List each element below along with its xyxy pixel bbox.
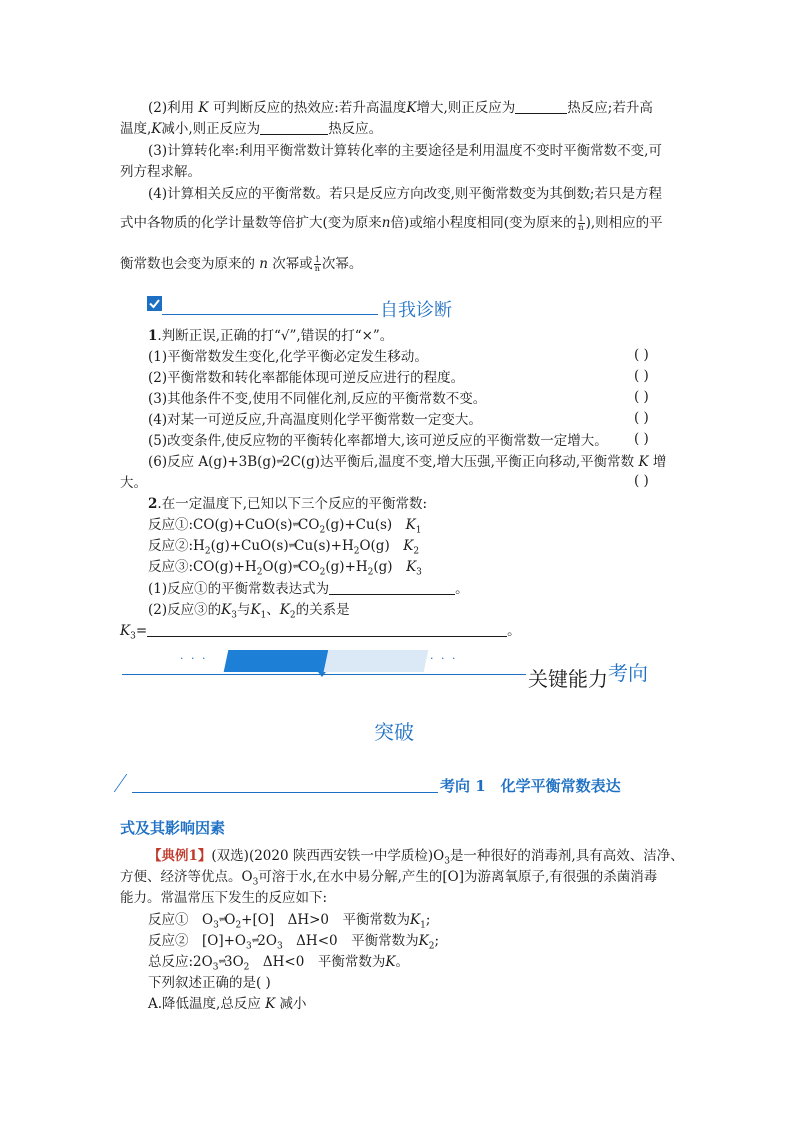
q1-item-4: (4)对某一可逆反应,升高温度则化学平衡常数一定变大。 [148,412,482,428]
section-title: 考向 1 化学平衡常数表达 [440,777,621,795]
equilibrium-arrow-icon: ⇌ [292,562,299,572]
equilibrium-arrow-icon: ⇌ [276,457,282,467]
reaction-2: 反应$②:H_2(g)+CuO(s)\rightleftharpoons Cu(s)+H_2O(g)$ $K_2$ [148,538,420,557]
q1-title: 1.判断正误,正确的打“√”,错误的打“×”。 [148,328,394,344]
reaction-3: 反应$③:CO(g)+H_2O(g)\rightleftharpoons CO_2(g)+H_2(g)$ $K_3$ [148,559,422,578]
para-3-line-2: 列方程求解。 [120,164,201,180]
option-a[interactable]: A.降低温度,总反应 K 减小 [148,996,307,1012]
example-1-line-3: 能力。常温常压下发生的反应如下: [120,890,328,906]
checkmark-icon [147,296,162,311]
q1-item-6: (6)反应 A(g)+3B(g)⇌2C(g)达平衡后,温度不变,增大压强,平衡正向移动,平衡常数 K 增 [148,454,667,470]
section-title-cont: 式及其影响因素 [120,819,226,837]
answer-paren-2[interactable]: ( ) [634,368,649,384]
q2-part-2-answer: $K_3=$ 。 [120,623,521,642]
example-reaction-1: 反应① $O_3\rightleftharpoons O_2+[O]$ ΔH>0 平衡常数为$K_1$; [148,912,431,931]
reaction-1: 反应$①:CO(g)+CuO(s)\rightleftharpoons CO_2(g)+Cu(s)$ $K_1$ [148,517,422,536]
q1-item-6-cont: 大。 [120,475,147,491]
para-2-line-2: 温度,K减小,则正反应为 热反应。 [120,121,383,137]
fraction-1-over-n: $\frac{1}{n}$ [578,214,584,232]
equilibrium-arrow-icon: ⇌ [288,541,295,551]
answer-paren-1[interactable]: ( ) [634,347,649,363]
banner-dots-right: · · · [430,652,458,665]
q2-part-1: (1)反应①的平衡常数表达式为 。 [148,581,469,597]
header-rule [162,314,378,315]
banner-dark-block [224,650,329,672]
example-reaction-2: 反应② $[O]+O_3\rightleftharpoons 2O_3$ ΔH<0 平衡常数为$K_2$; [148,933,439,952]
example-question: 下列叙述正确的是( ) [148,975,271,991]
banner-title: 关键能力考向 [528,661,648,691]
example-tag: 【典例1】 [148,848,212,864]
banner-light-block [324,650,429,672]
equilibrium-arrow-icon: ⇌ [292,520,299,530]
q1-item-5: (5)改变条件,使反应物的平衡转化率都增大,该可逆反应的平衡常数一定增大。 [148,433,608,449]
q1-item-2: (2)平衡常数和转化率都能体现可逆反应进行的程度。 [148,370,465,386]
blank-q2-1[interactable] [329,580,455,595]
blank-2[interactable] [260,120,328,135]
answer-paren-5[interactable]: ( ) [634,431,649,447]
example-reaction-total: 总反应$:2O_3\rightleftharpoons 3O_2$ ΔH<0 平衡常数为K。 [148,954,409,973]
equilibrium-arrow-icon: ⇌ [218,957,224,967]
para-4-line-2: 式中各物质的化学计量数等倍扩大(变为原来n倍)或缩小程度相同(变为原来的 $\frac{1}{n}$ ),则相应的平 [120,214,663,232]
answer-paren-6[interactable]: ( ) [634,473,649,489]
blank-1[interactable] [515,99,567,114]
para-2-line-1: (2)利用 K 可判断反应的热效应:若升高温度K增大,则正反应为 热反应;若升高 [148,100,653,116]
q2-title: 2.在一定温度下,已知以下三个反应的平衡常数: [148,496,428,512]
para-3-line-1: (3)计算转化率:利用平衡常数计算转化率的主要途径是利用温度不变时平衡常数不变,可 [148,143,662,159]
example-1-line-1: 【典例1】(双选)(2020 陕西西安铁一中学质检)$O_3$是一种很好的消毒剂,具有高效、洁净、 [148,848,684,867]
fraction-1-over-n-2: $\frac{1}{n}$ [314,255,320,273]
self-check-title: 自我诊断 [380,300,452,321]
answer-paren-4[interactable]: ( ) [634,410,649,426]
q2-part-2: (2)反应③的$K_3$与$K_1$、$K_2$的关系是 [148,602,350,621]
equilibrium-arrow-icon: ⇌ [218,915,225,925]
banner-title-cont: 突破 [374,720,414,744]
banner-rule [122,674,526,675]
banner-dots-left: · · · [180,652,208,665]
para-4-line-1: (4)计算相关反应的平衡常数。若只是反应方向改变,则平衡常数变为其倒数;若只是方程 [148,186,662,202]
section-header-rule [132,792,438,793]
equilibrium-arrow-icon: ⇌ [251,936,258,946]
check-icon [147,296,162,311]
para-4-line-3: 衡常数也会变为原来的 n 次幂或 $\frac{1}{n}$ 次幂。 [120,255,363,273]
answer-paren-3[interactable]: ( ) [634,389,649,405]
example-1-line-2: 方便、经济等优点。$O_3$可溶于水,在水中易分解,产生的[O]为游离氧原子,有很强的杀菌消毒 [120,869,658,888]
section-header-slash [114,774,136,792]
q1-item-1: (1)平衡常数发生变化,化学平衡必定发生移动。 [148,349,428,365]
blank-q2-2[interactable] [147,622,507,637]
q1-item-3: (3)其他条件不变,使用不同催化剂,反应的平衡常数不变。 [148,391,487,407]
